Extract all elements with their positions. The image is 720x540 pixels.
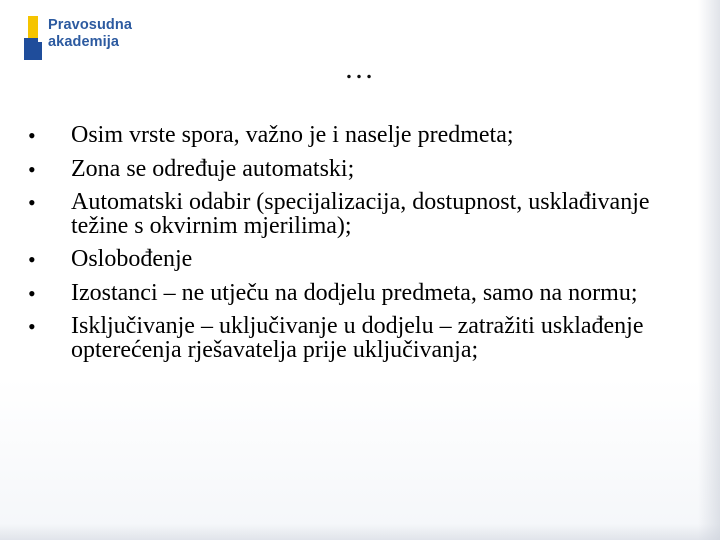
- list-item: [28, 248, 668, 272]
- list-item-text: Osim vrste spora, važno je i naselje predmeta;: [71, 122, 514, 148]
- list-item: [28, 155, 668, 182]
- list-item: [28, 315, 668, 362]
- bullet-icon: •: [28, 123, 36, 148]
- list-item: [28, 124, 668, 148]
- list-item-text: Zona se određuje automatski;: [71, 155, 355, 182]
- list-item-text: Oslobođenje: [71, 246, 193, 272]
- bullet-icon: •: [28, 314, 36, 339]
- list-item-text: Isključivanje – uključivanje u dodjelu – zatražiti usklađenje opterećenja rješavatelja prije uključivanja;: [71, 313, 644, 363]
- logo-text: [48, 17, 132, 51]
- logo-line-2: akademija: [48, 34, 120, 50]
- bullet-list: [28, 124, 668, 372]
- bullet-icon: •: [28, 247, 36, 272]
- list-item-text: Automatski odabir (specijalizacija, dostupnost, usklađivanje težine s okvirnim mjerilima);: [71, 189, 650, 239]
- bullet-icon: •: [28, 280, 36, 306]
- bullet-icon: •: [28, 190, 36, 215]
- slide-title: …: [344, 52, 376, 85]
- slide-bottom-shadow: [0, 524, 720, 540]
- bullet-icon: •: [28, 156, 36, 182]
- logo-line-1: Pravosudna: [48, 17, 132, 33]
- list-item: [28, 191, 668, 238]
- list-item-text: Izostanci – ne utječu na dodjelu predmeta, samo na normu;: [71, 279, 638, 306]
- list-item: [28, 279, 668, 306]
